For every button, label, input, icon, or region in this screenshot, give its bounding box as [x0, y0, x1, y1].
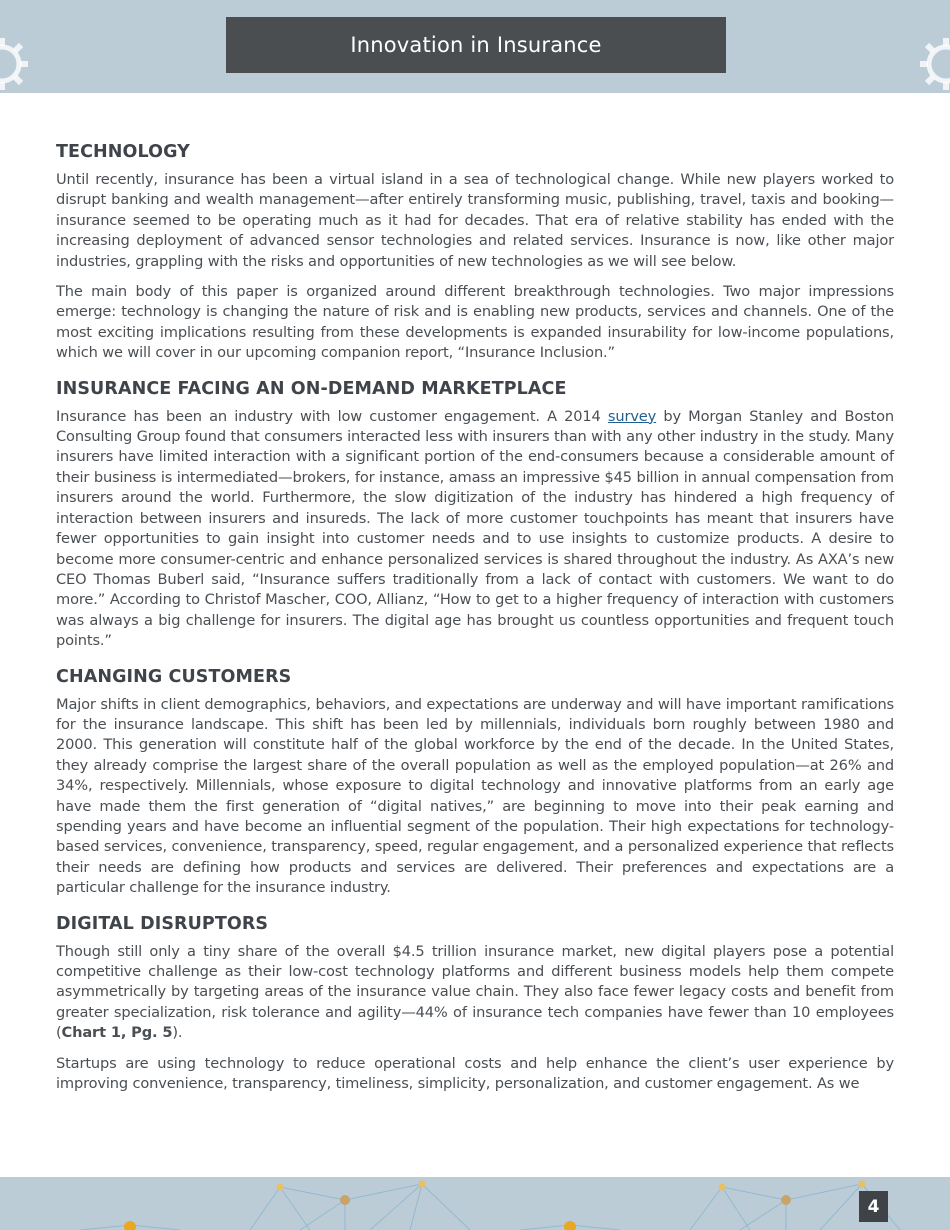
header-band — [0, 0, 950, 93]
paragraph: Major shifts in client demographics, behaviors, and expectations are underway and will have important ramifications for the insurance landscape. This shift has been led by millennials, individuals born roughly between 1980 and 2000. This generation will constitute half of the global workforce by the end of the decade. In the United States, they already comprise the largest share of the overall population as well as the employed population—at 26% and 34%, respectively. Millennials, whose exposure to digital technology and innovative platforms from an early age have made them the first generation of “digital natives,” are beginning to move into their peak earning and spending years and have become an influential segment of the population. Their high expectations for technology-based services, convenience, transparency, speed, regular engagement, and a personalized experience that reflects their needs are defining how products and services are delivered. Their preferences and expectations are a particular challenge for the insurance industry. — [56, 695, 894, 897]
paragraph-text: Insurance has been an industry with low customer engagement. A 2014 — [56, 407, 608, 425]
survey-link[interactable]: survey — [607, 407, 657, 425]
section-heading: TECHNOLOGY — [56, 142, 190, 162]
gear-decoration-icon — [0, 36, 30, 92]
footer-band — [0, 1177, 950, 1230]
section-heading: INSURANCE FACING AN ON-DEMAND MARKETPLACE — [56, 378, 567, 399]
section-heading: DIGITAL DISRUPTORS — [56, 913, 269, 934]
page-title: Innovation in Insurance — [350, 33, 602, 57]
paragraph: The main body of this paper is organized around different breakthrough technologies. Two major impressions emerge: technology is changing the nature of risk and is enabling new products, services and channels. One of the most exciting implications resulting from these developments is expanded insurability for low-income populations, which we will cover in our upcoming companion report, “Insurance Inclusion.” — [56, 283, 894, 362]
chart-reference: Chart 1, Pg. 5 — [61, 1024, 173, 1042]
header-title-box — [226, 17, 726, 73]
section-technology — [56, 142, 894, 364]
paragraph-text: Though still only a tiny share of the overall $4.5 trillion insurance market, new digital players pose a potential competitive challenge as their low-cost technology platforms and different business models help them compete asymmetrically by targeting areas of the insurance value chain. They also face fewer legacy costs and benefit from greater specialization, risk tolerance and agility—44% of insurance tech companies have fewer than 10 employees ( — [56, 942, 894, 1042]
paragraph — [56, 407, 894, 652]
section-changing-customers — [56, 667, 894, 899]
paragraph: Until recently, insurance has been a virtual island in a sea of technological change. While new players worked to disrupt banking and wealth management—after entirely transforming music, publishing, travel, taxis and booking—insurance seemed to be operating much as it had for decades. That era of relative stability has ended with the increasing deployment of advanced sensor technologies and related services. Insurance is now, like other major industries, grappling with the risks and opportunities of new technologies as we will see below. — [56, 171, 894, 270]
section-on-demand-marketplace — [56, 379, 894, 652]
page-number: 4 — [859, 1191, 888, 1222]
section-heading: CHANGING CUSTOMERS — [56, 666, 292, 687]
paragraph-text: by Morgan Stanley and Boston Consulting Group found that consumers interacted less with insurers than with any other industry in the study. Many insurers have limited interaction with a significant portion of the end-consumers because a considerable amount of their business is intermediated—brokers, for instance, amass an impressive $45 billion in annual compensation from insurers around the world. Furthermore, the slow digitization of the industry has hindered a high frequency of interaction between insurers and insureds. The lack of more customer touchpoints has meant that insurers have fewer opportunities to gain insight into customer needs and to use insights to customize products. A desire to become more consumer-centric and enhance personalized services is shared throughout the industry. As AXA’s new CEO Thomas Buberl said, “Insurance suffers traditionally from a lack of contact with customers. We want to do more.” According to Christof Mascher, COO, Allianz, “How to get to a higher frequency of interaction with customers was always a big challenge for insurers. The digital age has brought us countless opportunities and frequent touch points.” — [56, 407, 895, 650]
gear-decoration-icon — [918, 36, 950, 92]
main-content — [56, 138, 894, 1109]
paragraph: Startups are using technology to reduce operational costs and help enhance the client’s user experience by improving convenience, transparency, timeliness, simplicity, personalization, and customer engagement. As we — [56, 1054, 894, 1093]
paragraph-text: ). — [172, 1024, 183, 1042]
network-decoration-icon — [0, 1177, 950, 1230]
section-digital-disruptors — [56, 914, 894, 1095]
paragraph — [56, 942, 894, 1044]
